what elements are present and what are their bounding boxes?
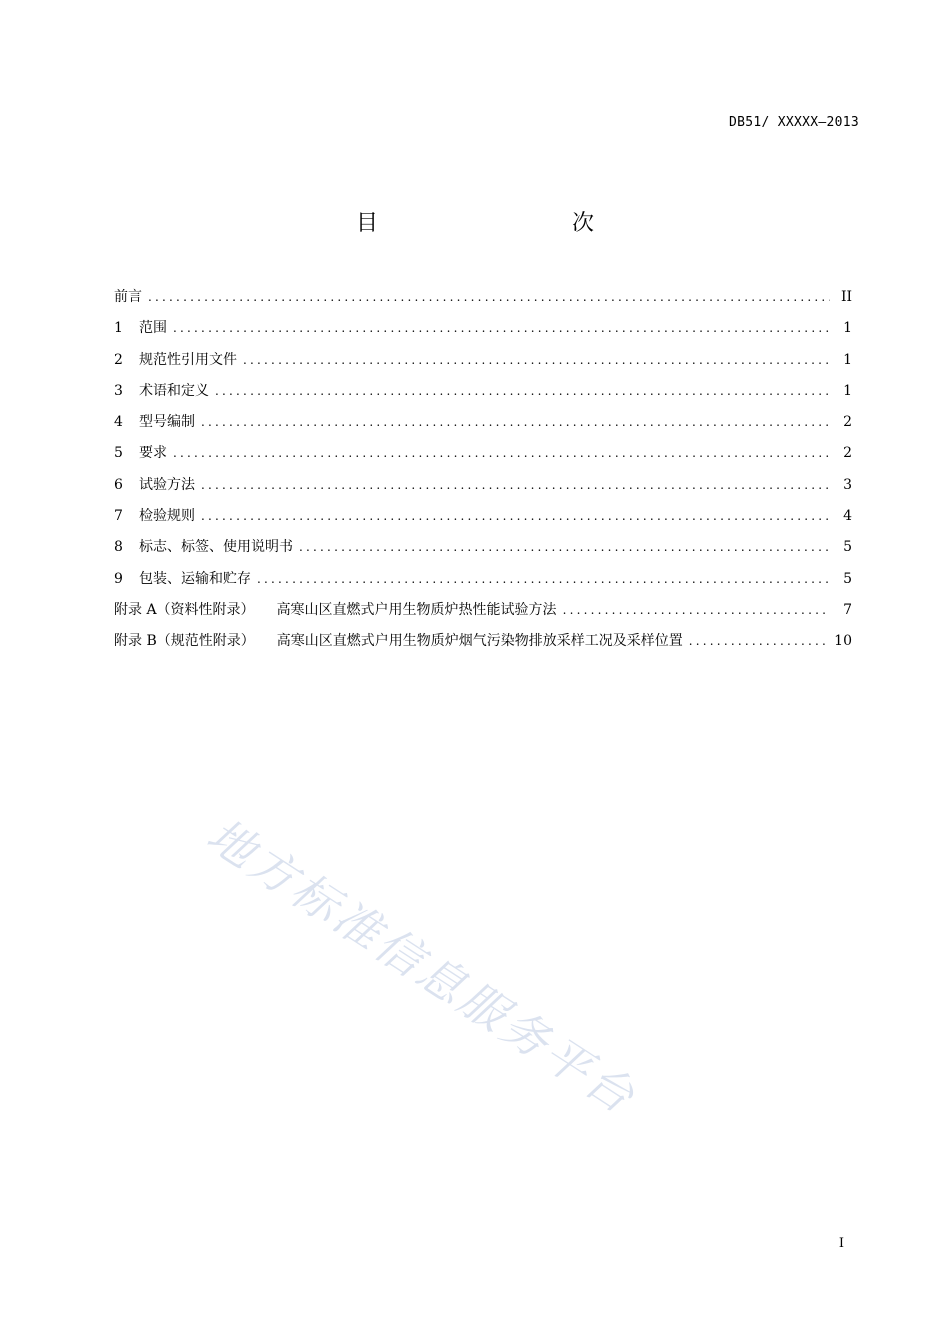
toc-entry-2[interactable] bbox=[114, 349, 852, 380]
toc-leader-dots bbox=[201, 478, 830, 492]
toc-leader-dots bbox=[689, 634, 828, 648]
toc-entry-page: 2 bbox=[843, 414, 852, 431]
toc-entry-number: 4 bbox=[114, 414, 123, 431]
toc-entry-page: 5 bbox=[843, 570, 852, 587]
toc-entry-page: 1 bbox=[843, 320, 852, 337]
toc-entry-number: 7 bbox=[114, 508, 123, 525]
toc-leader-dots bbox=[299, 540, 830, 554]
toc-entry-label: 术语和定义 bbox=[139, 382, 209, 399]
toc-leader-dots bbox=[201, 415, 830, 429]
toc-leader-dots bbox=[173, 446, 830, 460]
table-of-contents bbox=[114, 286, 852, 662]
toc-entry-page: 3 bbox=[843, 476, 852, 493]
appendix-title: 高寒山区直燃式户用生物质炉烟气污染物排放采样工况及采样位置 bbox=[276, 633, 683, 650]
toc-entry-page: 7 bbox=[843, 601, 852, 618]
toc-entry-4[interactable] bbox=[114, 411, 852, 442]
page-title: 目 次 bbox=[355, 211, 644, 236]
toc-entry-5[interactable] bbox=[114, 442, 852, 473]
toc-entry-number: 1 bbox=[114, 320, 123, 337]
toc-entry-number: 9 bbox=[114, 570, 123, 587]
toc-entry-number: 3 bbox=[114, 382, 123, 399]
toc-leader-dots bbox=[243, 353, 830, 367]
toc-entry-page: 10 bbox=[834, 633, 852, 650]
toc-leader-dots bbox=[201, 509, 830, 523]
toc-entry-appendix-a[interactable] bbox=[114, 599, 852, 630]
toc-entry-label: 标志、标签、使用说明书 bbox=[139, 539, 293, 556]
toc-leader-dots bbox=[148, 290, 830, 304]
toc-entry-label: 前言 bbox=[114, 289, 142, 305]
watermark: 地方标准信息服务平台 bbox=[197, 807, 647, 1126]
toc-entry-appendix-b[interactable] bbox=[114, 630, 852, 661]
page-number: I bbox=[838, 1236, 844, 1251]
toc-entry-page: 5 bbox=[843, 539, 852, 556]
toc-entry-7[interactable] bbox=[114, 505, 852, 536]
appendix-label: 附录 A（资料性附录） bbox=[114, 601, 255, 618]
toc-entry-label: 规范性引用文件 bbox=[139, 351, 237, 368]
toc-entry-label: 范围 bbox=[139, 320, 167, 337]
toc-entry-number: 5 bbox=[114, 445, 123, 462]
toc-leader-dots bbox=[215, 384, 830, 398]
toc-entry-foreword[interactable] bbox=[114, 286, 852, 317]
toc-entry-page: 1 bbox=[843, 382, 852, 399]
toc-entry-number: 6 bbox=[114, 476, 123, 493]
toc-entry-label: 检验规则 bbox=[139, 508, 195, 525]
toc-entry-9[interactable] bbox=[114, 568, 852, 599]
toc-entry-label: 包装、运输和贮存 bbox=[139, 570, 251, 587]
toc-entry-8[interactable] bbox=[114, 536, 852, 567]
appendix-label: 附录 B（规范性附录） bbox=[114, 633, 255, 650]
toc-entry-label: 型号编制 bbox=[139, 414, 195, 431]
appendix-title: 高寒山区直燃式户用生物质炉热性能试验方法 bbox=[276, 601, 557, 618]
toc-entry-page: 2 bbox=[843, 445, 852, 462]
toc-entry-number: 8 bbox=[114, 539, 123, 556]
toc-leader-dots bbox=[257, 572, 830, 586]
toc-entry-number: 2 bbox=[114, 351, 123, 368]
document-code: DB51/ XXXXX—2013 bbox=[728, 115, 859, 130]
toc-entry-6[interactable] bbox=[114, 474, 852, 505]
toc-entry-page: 1 bbox=[843, 351, 852, 368]
toc-entry-label: 要求 bbox=[139, 445, 167, 462]
toc-entry-label: 试验方法 bbox=[139, 476, 195, 493]
toc-entry-3[interactable] bbox=[114, 380, 852, 411]
toc-leader-dots bbox=[563, 603, 830, 617]
toc-entry-1[interactable] bbox=[114, 317, 852, 348]
toc-entry-page: II bbox=[840, 289, 852, 305]
toc-leader-dots bbox=[173, 321, 830, 335]
toc-entry-page: 4 bbox=[843, 508, 852, 525]
